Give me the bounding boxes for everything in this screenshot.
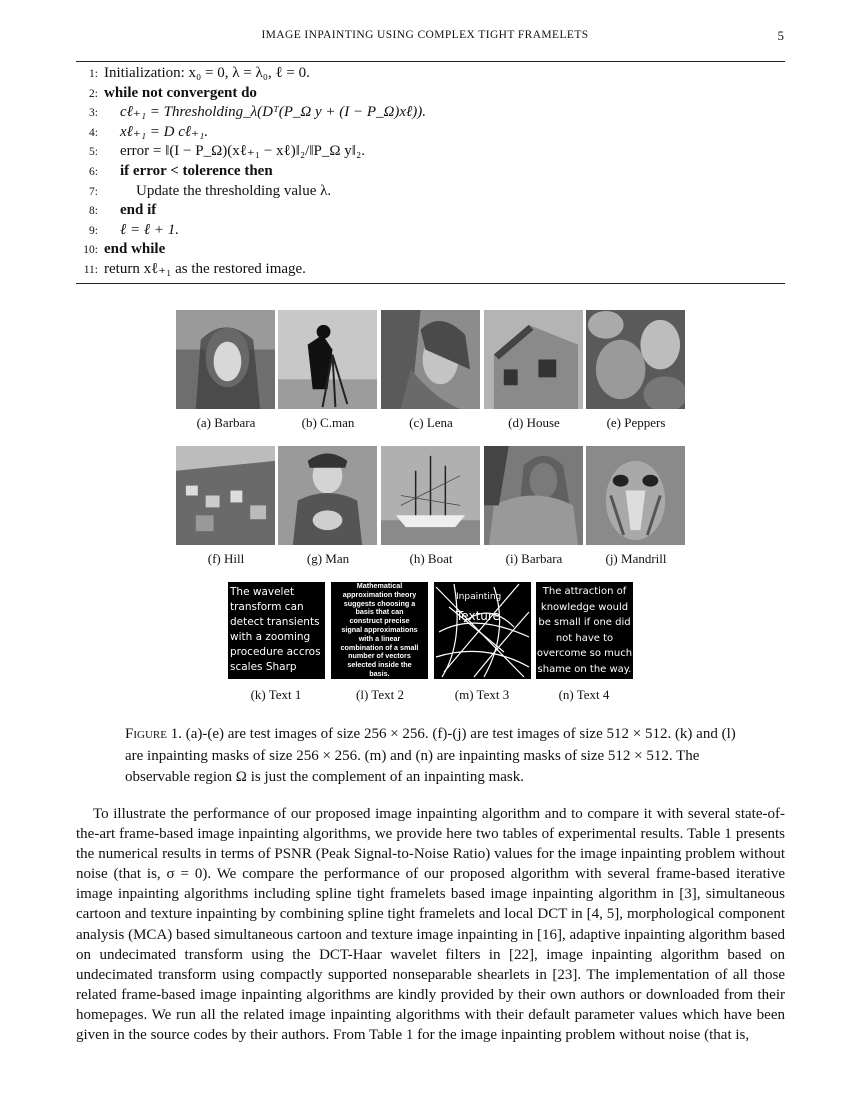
caption-i: (i) Barbara: [505, 551, 563, 566]
mask-line: selected inside the: [347, 660, 412, 670]
caption-b: (b) C.man: [301, 415, 355, 430]
line-number: 3:: [89, 107, 98, 120]
algorithm-block: [76, 64, 785, 280]
caption-c: (c) Lena: [409, 415, 453, 430]
line-text: if error < tolerence then: [120, 162, 273, 179]
image-lena: [381, 310, 480, 409]
line-number: 10:: [83, 244, 98, 257]
figure-label: Figure 1.: [125, 726, 182, 742]
running-title: IMAGE INPAINTING USING COMPLEX TIGHT FRAMELETS: [261, 29, 589, 41]
line-text: Update the thresholding value λ.: [136, 182, 332, 199]
image-peppers: [586, 310, 685, 409]
line-number: 6:: [89, 165, 98, 178]
mask-line: basis.: [369, 668, 390, 678]
caption-m: (m) Text 3: [454, 687, 510, 702]
mask-line: procedure accros: [230, 646, 321, 658]
mask-line: be small if one did: [538, 617, 631, 628]
mask3-word1: Inpainting: [456, 592, 502, 602]
image-man: [278, 446, 377, 545]
mask-line: basis that can: [355, 607, 404, 617]
line-number: 7:: [89, 185, 98, 198]
figure-caption: [125, 724, 755, 789]
algorithm-line: [76, 182, 785, 202]
mask-line: suggests choosing a: [343, 598, 416, 608]
mask-line: signal approximations: [341, 624, 418, 634]
algorithm-line: [76, 201, 785, 221]
mask-line: number of vectors: [348, 651, 411, 661]
image-hill: [176, 446, 275, 545]
line-number: 2:: [89, 87, 98, 100]
mask-line: with a zooming: [230, 631, 311, 643]
mask-line: detect transients: [230, 616, 320, 628]
algorithm-line: [76, 142, 785, 162]
image-barbara: [176, 310, 275, 409]
line-number: 8:: [89, 205, 98, 218]
algorithm-line: [76, 123, 785, 143]
image-house: [484, 310, 583, 409]
algorithm-bottom-rule: [76, 283, 785, 284]
algorithm-line: [76, 103, 785, 123]
mask3-word2: Texture: [456, 609, 500, 623]
image-boat: [381, 446, 480, 545]
mask-text-4: [536, 582, 633, 679]
algorithm-line: [76, 221, 785, 241]
mask-line: approximation theory: [342, 589, 417, 599]
caption-j: (j) Mandrill: [605, 551, 667, 566]
mask-line: transform can: [230, 601, 304, 613]
image-barbara-2: [484, 446, 583, 545]
line-text: cℓ₊₁ = Thresholding_λ(Dᵀ(P_Ω y + (I − P_Ω)xℓ)).: [120, 104, 427, 121]
algorithm-line: [76, 64, 785, 84]
line-text: xℓ₊₁ = D cℓ₊₁.: [120, 123, 209, 140]
mask-text-1: [228, 582, 325, 679]
mask-line: knowledge would: [540, 601, 629, 613]
mask-line: not have to: [555, 632, 614, 644]
line-number: 1:: [89, 68, 98, 80]
caption-g: (g) Man: [306, 551, 350, 566]
caption-f: (f) Hill: [207, 551, 245, 566]
page-number: 5: [777, 28, 784, 43]
mask-line: The wavelet: [230, 586, 295, 598]
body-paragraph: To illustrate the performance of our proposed image inpainting algorithm and to compare it with several state-of-the-art frame-based image inpainting algorithms, we provide here two tables of experimental results. Table 1 presents the numerical results in terms of PSNR (Peak Signal-to-Noise Ratio) values for the image inpainting problem without noise (that is, σ = 0). We compare the performance of our proposed algorithm with several frame-based iterative image inpainting algorithms including spline tight framelets based image inpainting algorithm in [3], simultaneous cartoon and texture inpainting by combining spline tight framelets and local DCT in [4, 5], morphological component analysis (MCA) based simultaneous cartoon and texture image inpainting in [16], adaptive inpainting algorithm based on undecimated transform using the DCT-Haar wavelet filters in [22], image inpainting algorithm based on undecimated transform using compactly supported nonseparable shearlets in [23]. The implementation of all those related frame-based image inpainting algorithms are kindly provided by their own authors or downloaded from their homepages. We run all the related image inpainting algorithms with their default parameter values which have been given in the source codes by their authors. From Table 1 for the image inpainting problem without noise (that is,: [76, 806, 785, 1044]
mask-line: combination of a small: [340, 642, 419, 652]
caption-e: (e) Peppers: [606, 415, 666, 430]
mask-line: shame on the way.: [537, 663, 632, 675]
mask-text-3: [434, 582, 531, 679]
figure-caption-text: (a)-(e) are test images of size 256 × 256. (f)-(j) are test images of size 512 × 512. (k) and (l) are inpainting masks of size 256 × 256. (m) and (n) are inpainting masks of size 512 × 512. The observable region Ω is just the complement of an inpainting mask.: [125, 726, 736, 785]
line-text: Initialization: x₀ = 0, λ = λ₀, ℓ = 0.: [104, 65, 310, 81]
mask-line: construct precise: [349, 616, 410, 626]
line-number: 11:: [83, 263, 98, 276]
mask-line: with a linear: [358, 633, 401, 643]
line-text: return xℓ₊₁ as the restored image.: [104, 260, 306, 277]
caption-l: (l) Text 2: [356, 687, 404, 702]
caption-k: (k) Text 1: [250, 687, 302, 702]
mask-line: overcome so much: [536, 648, 633, 659]
running-header: [0, 29, 850, 45]
line-text: error = ‖(I − P_Ω)(xℓ₊₁ − xℓ)‖₂/‖P_Ω y‖₂.: [120, 143, 365, 160]
line-number: 4:: [89, 126, 98, 139]
mask-line: scales Sharp: [230, 661, 297, 673]
caption-d: (d) House: [508, 415, 560, 430]
line-number: 5:: [89, 146, 98, 159]
mask-line: Mathematical: [356, 582, 403, 590]
algorithm-line: [76, 240, 785, 260]
line-text: end if: [120, 202, 157, 219]
caption-a: (a) Barbara: [196, 415, 256, 430]
mask-text-2: [331, 582, 428, 679]
line-text: while not convergent do: [104, 84, 257, 101]
line-text: end while: [104, 241, 166, 258]
image-mandrill: [586, 446, 685, 545]
algorithm-line: [76, 162, 785, 182]
caption-n: (n) Text 4: [558, 687, 610, 702]
algorithm-top-rule: [76, 61, 785, 62]
algorithm-line: [76, 260, 785, 280]
line-number: 9:: [89, 224, 98, 237]
line-text: ℓ = ℓ + 1.: [120, 221, 179, 238]
algorithm-line: [76, 84, 785, 104]
mask-line: The attraction of: [542, 586, 627, 597]
image-cameraman: [278, 310, 377, 409]
caption-h: (h) Boat: [409, 551, 453, 566]
